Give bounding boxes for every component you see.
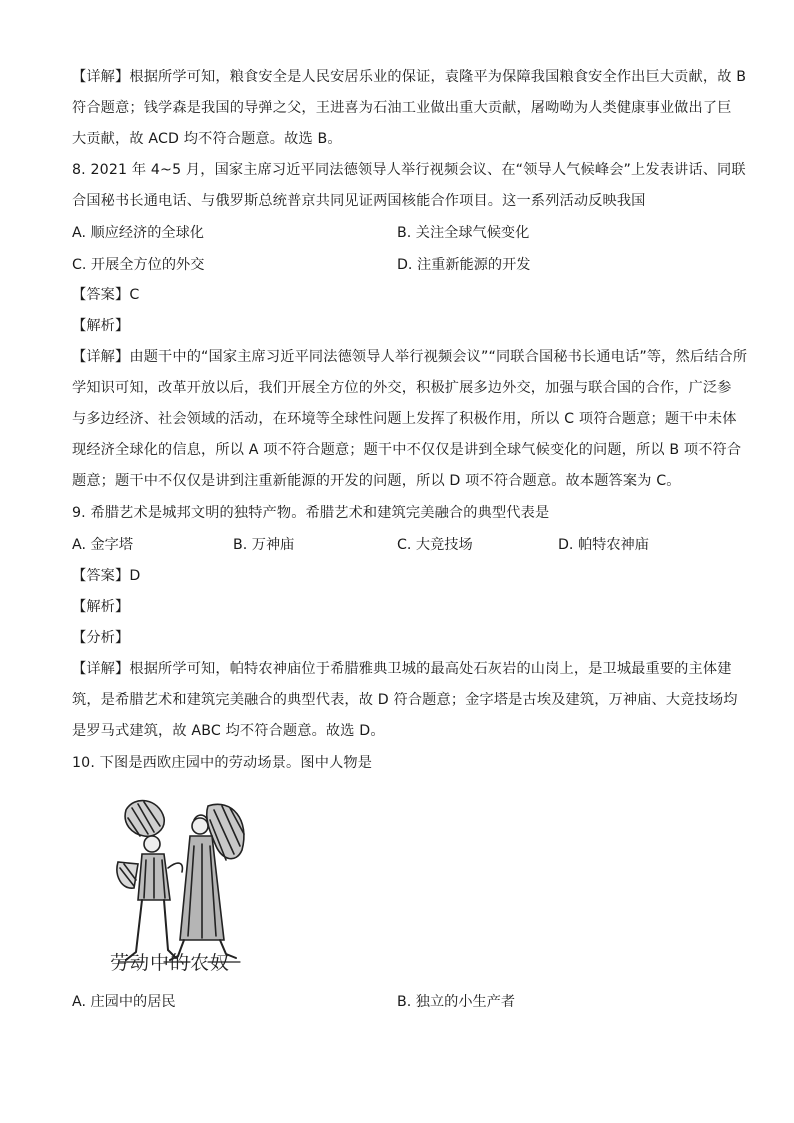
- q9-stem: 9. 希腊艺术是城邦文明的独特产物。希腊艺术和建筑完美融合的典型代表是: [72, 505, 550, 521]
- q9-option-c: C. 大竞技场: [397, 537, 473, 553]
- figure-caption: 劳动中的农奴: [110, 952, 231, 974]
- q7-detail-line-3: 大贡献，故 ACD 均不符合题意。故选 B。: [72, 131, 342, 147]
- q8-detail-line-4: 现经济全球化的信息，所以 A 项不符合题意；题干中不仅仅是讲到全球气候变化的问题，所以 B 项不符合: [72, 442, 742, 458]
- q9-detail-line-1: 【详解】根据所学可知，帕特农神庙位于希腊雅典卫城的最高处石灰岩的山岗上，是卫城最重要的主体建: [72, 661, 732, 677]
- q9-answer: 【答案】D: [72, 568, 141, 584]
- q10-option-a: A. 庄园中的居民: [72, 994, 176, 1010]
- q9-analysis-heading: 【解析】: [72, 599, 130, 615]
- q8-stem-line-1: 8. 2021 年 4~5 月，国家主席习近平同法德领导人举行视频会议、在“领导人气候峰会”上发表讲话、同联: [72, 162, 746, 178]
- q8-option-a: A. 顺应经济的全球化: [72, 225, 204, 241]
- q8-detail-line-2: 学知识可知，改革开放以后，我们开展全方位的外交，积极扩展多边外交，加强与联合国的合作，广泛参: [72, 380, 732, 396]
- q9-fenxi-heading: 【分析】: [72, 630, 130, 646]
- q9-option-b: B. 万神庙: [233, 537, 295, 553]
- q10-option-b: B. 独立的小生产者: [397, 994, 516, 1010]
- q9-option-d: D. 帕特农神庙: [558, 537, 649, 553]
- q8-stem-line-2: 合国秘书长通电话、与俄罗斯总统普京共同见证两国核能合作项目。这一系列活动反映我国: [72, 193, 646, 209]
- q9-detail-line-2: 筑，是希腊艺术和建筑完美融合的典型代表，故 D 符合题意；金字塔是古埃及建筑，万神庙、大竞技场均: [72, 692, 738, 708]
- q8-option-b: B. 关注全球气候变化: [397, 225, 530, 241]
- q8-detail-line-1: 【详解】由题干中的“国家主席习近平同法德领导人举行视频会议”“同联合国秘书长通电话”等，然后结合所: [72, 349, 748, 365]
- q9-option-a: A. 金字塔: [72, 537, 134, 553]
- q8-option-c: C. 开展全方位的外交: [72, 257, 205, 273]
- q10-stem: 10. 下图是西欧庄园中的劳动场景。图中人物是: [72, 755, 373, 771]
- q9-detail-line-3: 是罗马式建筑，故 ABC 均不符合题意。故选 D。: [72, 723, 385, 739]
- q7-detail-line-2: 符合题意；钱学森是我国的导弹之父，王进喜为石油工业做出重大贡献，屠呦呦为人类健康事业做出了巨: [72, 100, 732, 116]
- q8-answer: 【答案】C: [72, 287, 140, 303]
- q8-detail-line-3: 与多边经济、社会领域的活动，在环境等全球性问题上发挥了积极作用，所以 C 项符合题意；题干中未体: [72, 411, 737, 427]
- q8-analysis-heading: 【解析】: [72, 318, 130, 334]
- q8-option-d: D. 注重新能源的开发: [397, 257, 531, 273]
- q7-detail-line-1: 【详解】根据所学可知，粮食安全是人民安居乐业的保证，袁隆平为保障我国粮食安全作出巨大贡献，故 B: [72, 69, 747, 85]
- q8-detail-line-5: 题意；题干中不仅仅是讲到注重新能源的开发的问题，所以 D 项不符合题意。故本题答案为 C。: [72, 473, 681, 489]
